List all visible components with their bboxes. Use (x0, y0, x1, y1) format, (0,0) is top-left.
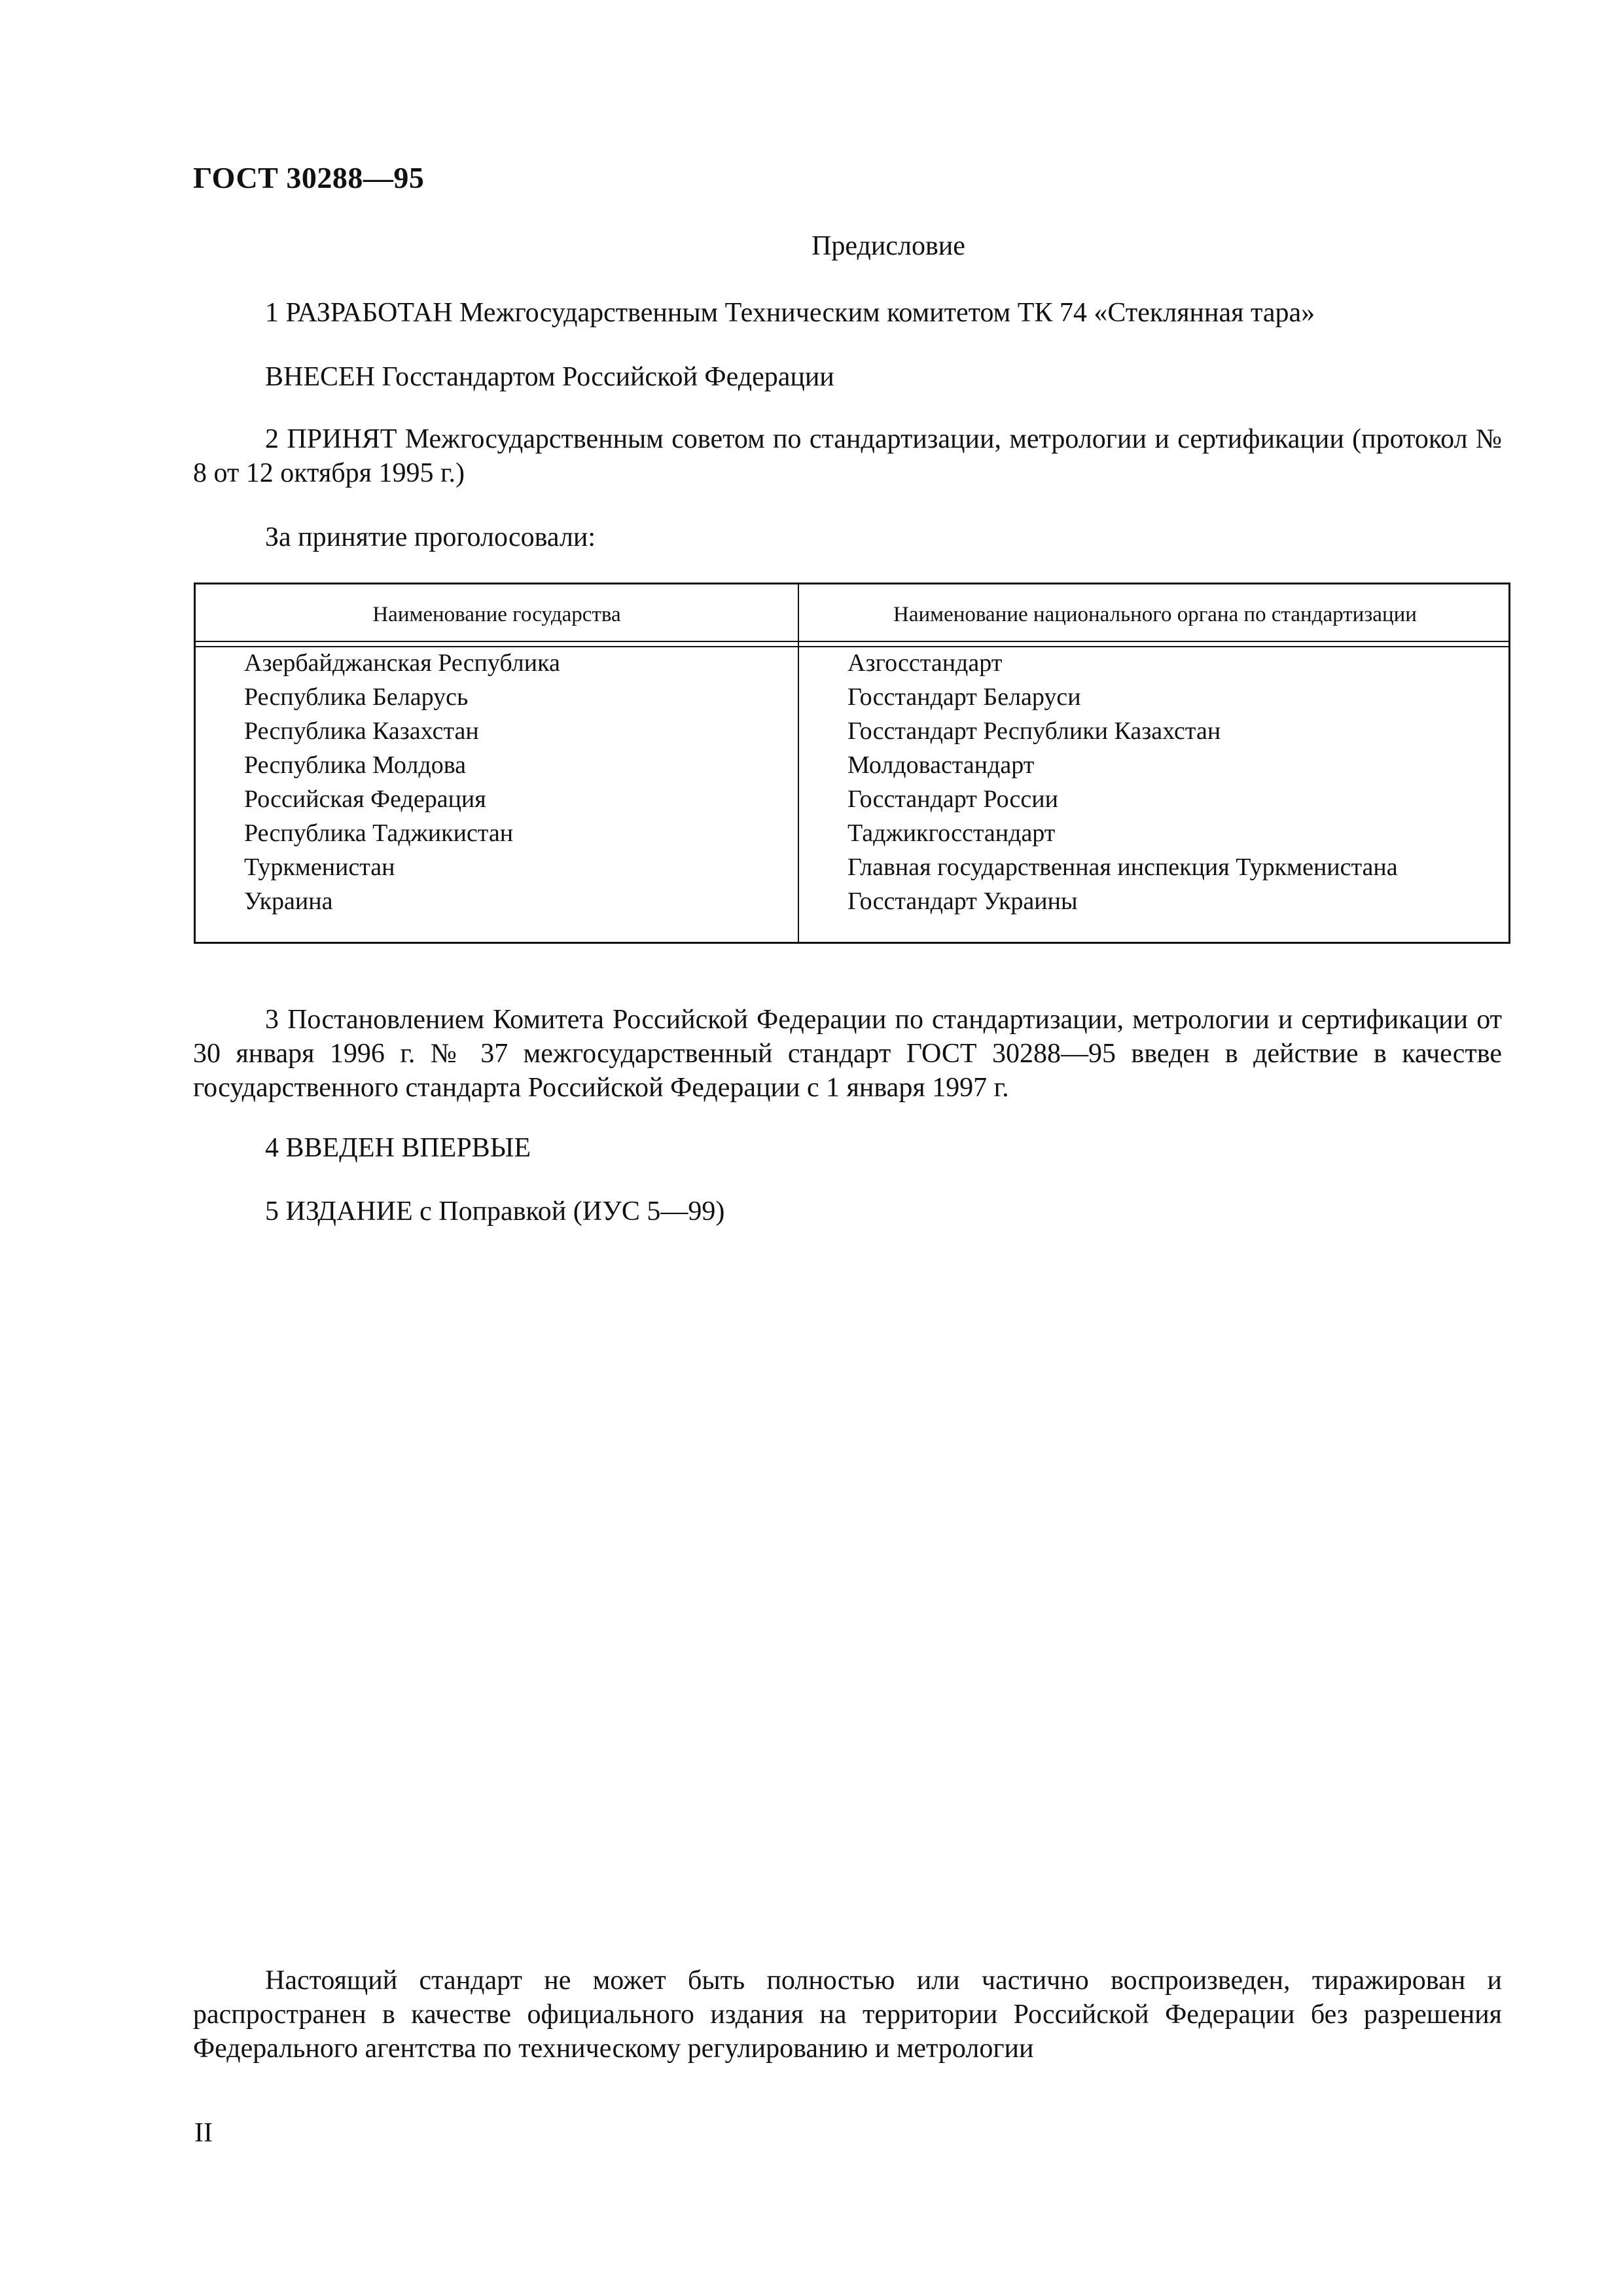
table-column-states (244, 646, 560, 918)
item-4-first-introduced: 4 ВВЕДЕН ВПЕРВЫЕ (265, 1133, 531, 1163)
table-column-divider (798, 584, 799, 942)
item-3-resolution: 3 Постановлением Комитета Российской Федерации по стандартизации, метрологии и сертификации от 30 января 1996 г. № 37 межгосударственный стандарт ГОСТ 30288—95 введен в действие в качестве государственного стандарта Российской Федерации с 1 января 1997 г. (193, 1005, 1502, 1103)
item-2-adopted: 2 ПРИНЯТ Межгосударственным советом по стандартизации, метрологии и сертификации (протокол № 8 от 12 октября 1995 г.) (193, 424, 1502, 488)
document-header: ГОСТ 30288—95 (193, 161, 425, 194)
table-column-bodies (847, 646, 1398, 918)
table-cell-state: Республика Таджикистан (244, 819, 514, 847)
table-cell-state: Украина (244, 888, 333, 915)
item-5-edition: 5 ИЗДАНИЕ с Поправкой (ИУС 5—99) (265, 1196, 725, 1227)
item-1-developed: 1 РАЗРАБОТАН Межгосударственным Техническим комитетом ТК 74 «Стеклянная тара» (265, 298, 1315, 328)
section-title: Предисловие (812, 231, 965, 261)
table-cell-state: Республика Казахстан (244, 717, 479, 745)
copyright-note: Настоящий стандарт не может быть полностью или частично воспроизведен, тиражирован и распространен в качестве официального издания на территории Российской Федерации без разрешения Федерального агентства по техническому регулированию и метрологии (193, 1965, 1502, 2064)
table-cell-state: Республика Беларусь (244, 683, 469, 711)
table-cell-body: Главная государственная инспекция Туркменистана (847, 853, 1398, 881)
voting-caption: За принятие проголосовали: (265, 522, 596, 552)
table-cell-body: Молдовастандарт (847, 751, 1035, 779)
table-cell-body: Азгосстандарт (847, 649, 1003, 677)
table-cell-body: Госстандарт России (847, 785, 1058, 813)
page-number: II (194, 2118, 213, 2148)
table-cell-state: Туркменистан (244, 853, 395, 881)
table-cell-body: Госстандарт Украины (847, 888, 1078, 915)
table-cell-body: Госстандарт Беларуси (847, 683, 1081, 711)
table-cell-state: Республика Молдова (244, 751, 467, 779)
table-header-body: Наименование национального органа по стандартизации (893, 603, 1417, 626)
table-cell-state: Азербайджанская Республика (244, 649, 560, 677)
table-cell-state: Российская Федерация (244, 785, 486, 813)
voting-table (194, 583, 1510, 944)
item-1-introduced: ВНЕСЕН Госстандартом Российской Федерации (265, 362, 834, 392)
table-header-state: Наименование государства (372, 603, 621, 626)
table-header-rule (196, 641, 1508, 642)
table-cell-body: Госстандарт Республики Казахстан (847, 717, 1221, 745)
table-cell-body: Таджикгосстандарт (847, 819, 1056, 847)
